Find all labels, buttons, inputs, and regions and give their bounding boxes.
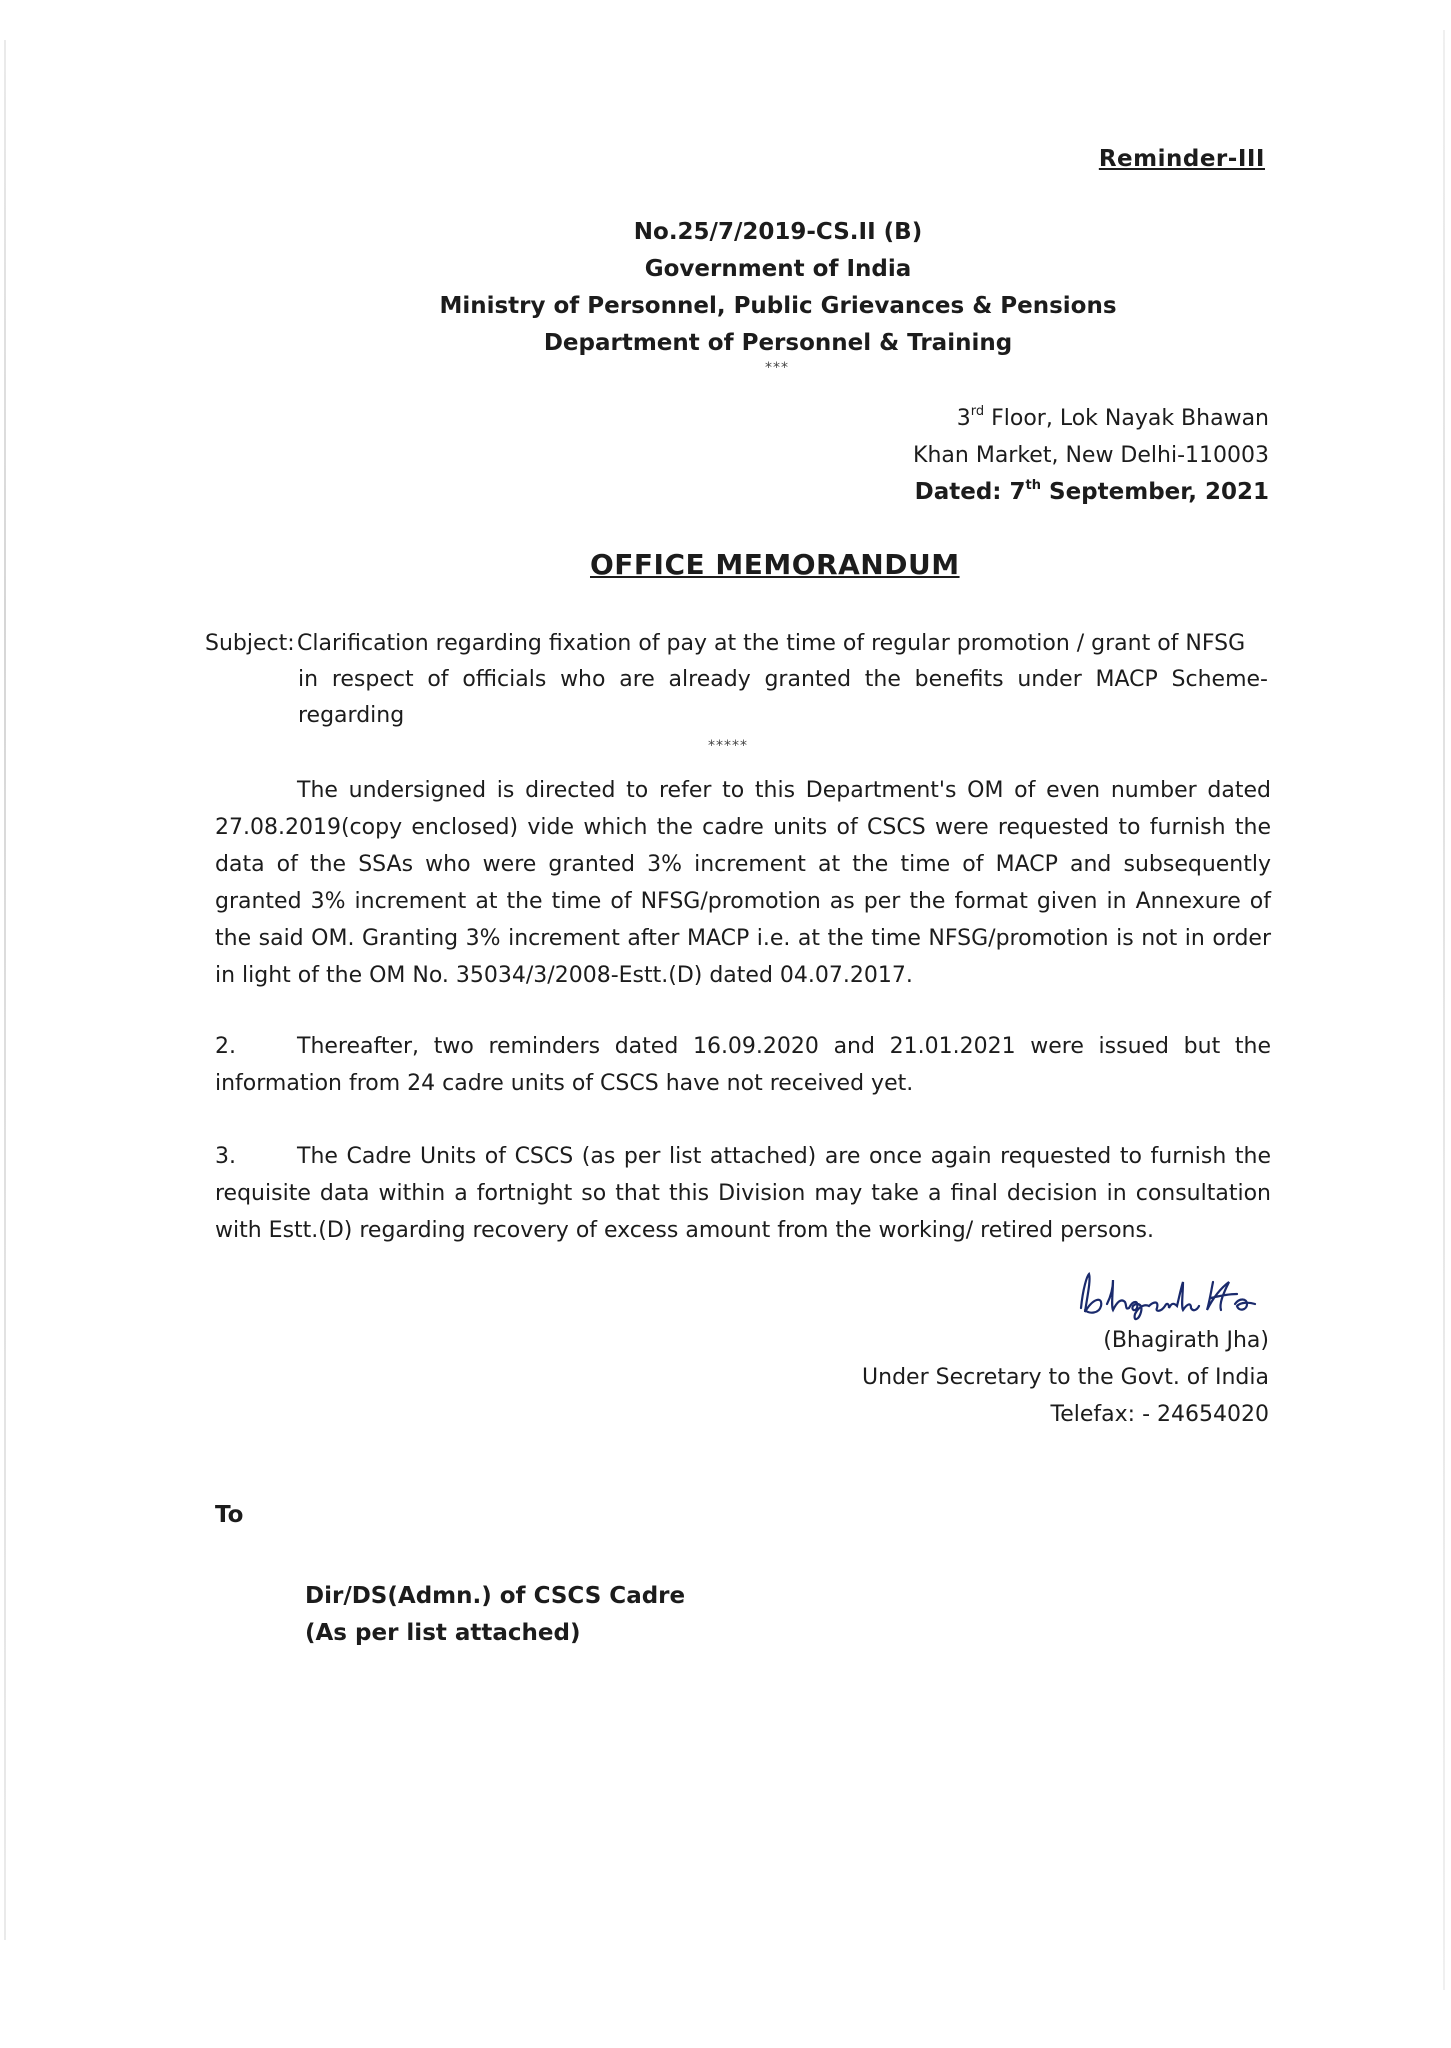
handwritten-signature bbox=[1073, 1268, 1263, 1324]
paragraph-1 bbox=[215, 772, 1271, 994]
office-address bbox=[913, 400, 1269, 511]
addressee-block bbox=[305, 1578, 685, 1652]
document-title: OFFICE MEMORANDUM bbox=[590, 548, 960, 581]
letterhead bbox=[0, 214, 1451, 362]
paragraph-3-text: The Cadre Units of CSCS (as per list attached) are once again requested to furnish the requisite data within a fortnight so that this Division may take a final decision in consultation with Estt.(D) regarding recovery of excess amount from the working/ retired persons. bbox=[215, 1144, 1271, 1243]
signatory-designation: Under Secretary to the Govt. of India bbox=[862, 1365, 1269, 1390]
addressee-line-1: Dir/DS(Admn.) of CSCS Cadre bbox=[305, 1583, 686, 1609]
header-separator: *** bbox=[765, 360, 789, 376]
to-label: To bbox=[215, 1502, 244, 1528]
signatory-name: (Bhagirath Jha) bbox=[1103, 1328, 1269, 1353]
paragraph-1-text: The undersigned is directed to refer to this Department's OM of even number dated 27.08.2019(copy enclosed) vide which the cadre units of CSCS were requested to furnish the data of the SSAs who were granted 3% increment at the time of MACP and subsequently granted 3% increment at the time of NFSG/promotion as per the format given in Annexure of the said OM. Granting 3% increment after MACP i.e. at the time NFSG/promotion is not in order in light of the OM No. 35034/3/2008-Estt.(D) dated 04.07.2017. bbox=[215, 778, 1271, 988]
file-number: No.25/7/2019-CS.II (B) bbox=[633, 219, 923, 245]
date-line: Dated: 7th September, 2021 bbox=[914, 478, 1269, 505]
paragraph-2 bbox=[215, 1028, 1271, 1102]
paragraph-2-text: Thereafter, two reminders dated 16.09.2020 and 21.01.2021 were issued but the information from 24 cadre units of CSCS have not received yet. bbox=[215, 1034, 1271, 1096]
government-name: Government of India bbox=[644, 256, 912, 282]
address-line-1: 3rd Floor, Lok Nayak Bhawan bbox=[956, 404, 1269, 431]
subject-label: Subject: bbox=[205, 631, 295, 656]
address-line-2: Khan Market, New Delhi-110003 bbox=[913, 443, 1269, 468]
subject-continuation: in respect of officials who are already granted the benefits under MACP Scheme-regarding bbox=[298, 667, 1268, 728]
department-name: Department of Personnel & Training bbox=[543, 330, 1013, 356]
signatory-block bbox=[862, 1322, 1269, 1433]
subject-separator: ***** bbox=[708, 738, 748, 754]
ministry-name: Ministry of Personnel, Public Grievances & Pensions bbox=[439, 293, 1117, 319]
addressee-line-2: (As per list attached) bbox=[305, 1620, 581, 1646]
signatory-telefax: Telefax: - 24654020 bbox=[1050, 1402, 1269, 1427]
paragraph-2-number: 2. bbox=[215, 1034, 236, 1059]
subject-line-1: Clarification regarding fixation of pay at the time of regular promotion / grant of NFSG bbox=[297, 631, 1246, 656]
paragraph-3 bbox=[215, 1138, 1271, 1249]
paragraph-3-number: 3. bbox=[215, 1144, 236, 1169]
reminder-label: Reminder-III bbox=[1098, 146, 1265, 172]
